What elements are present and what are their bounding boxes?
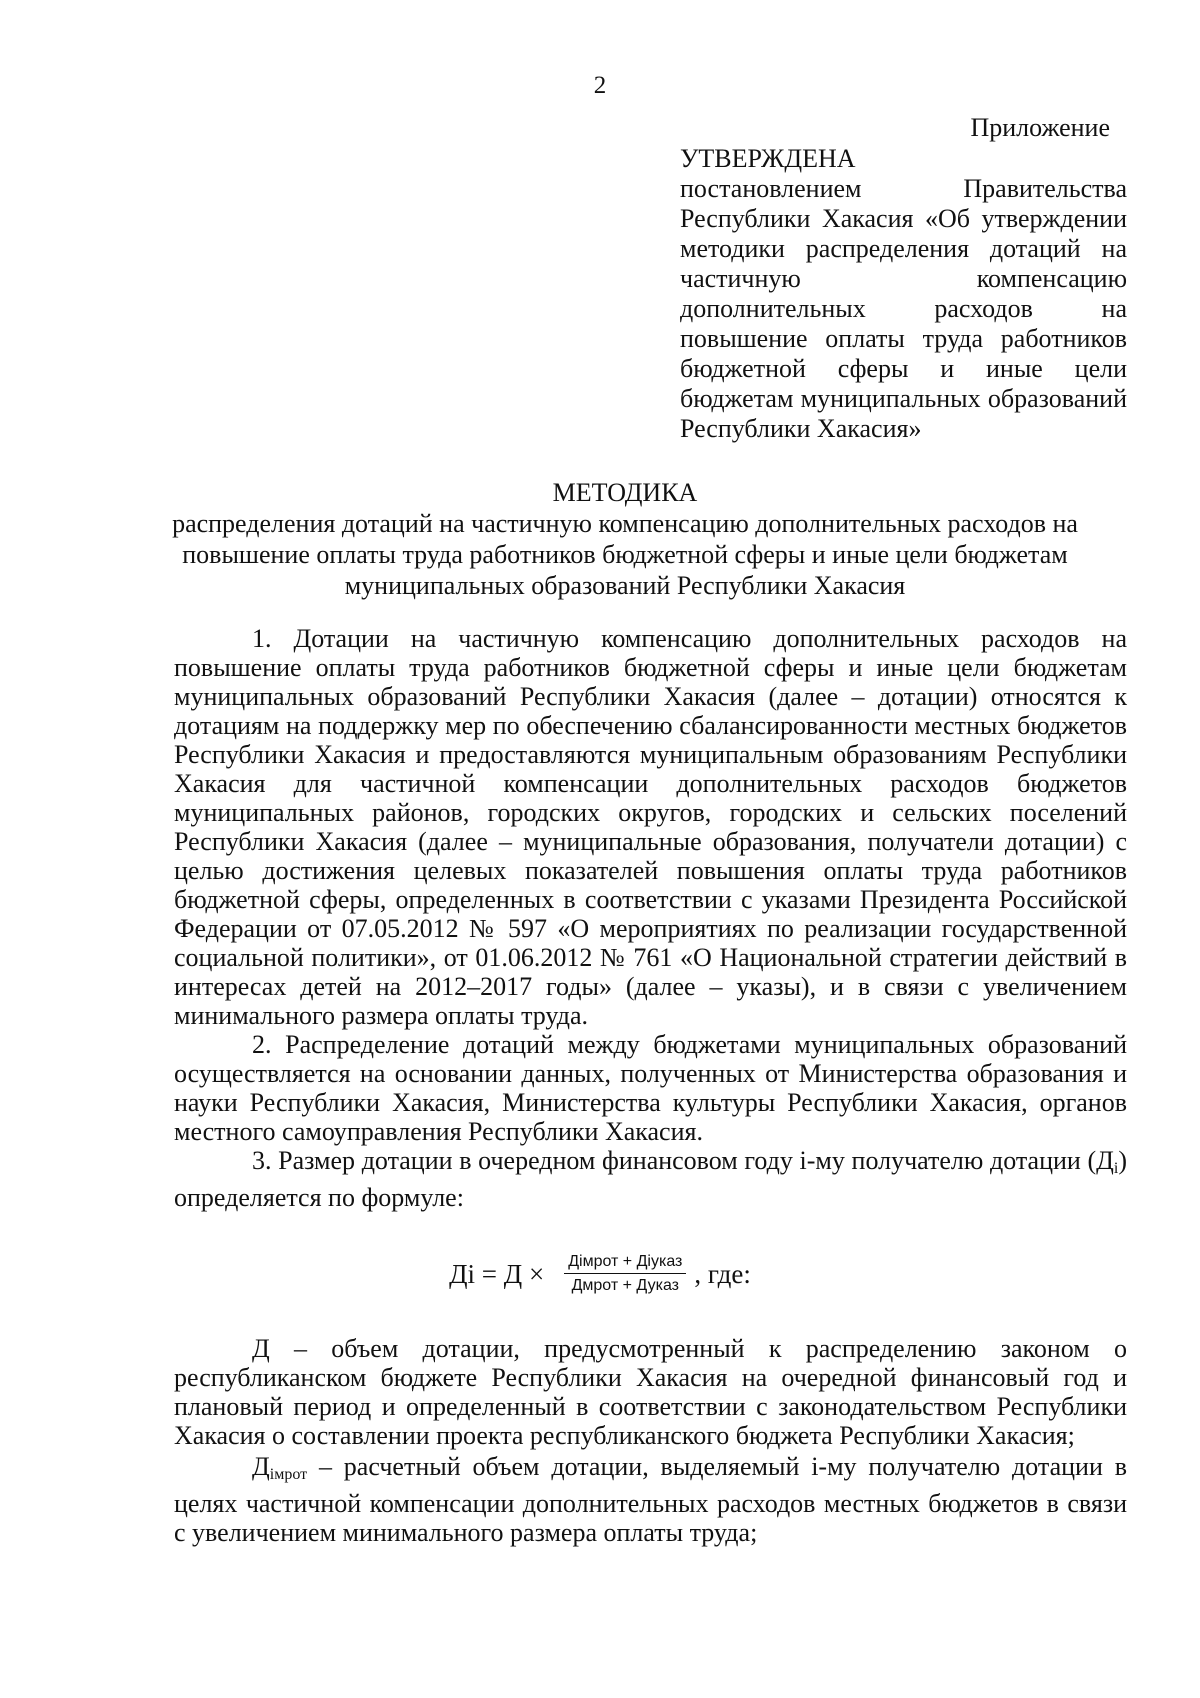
- appendix-label: Приложение: [970, 113, 1110, 142]
- paragraph-3-text-b: ) определяется по формуле:: [174, 1146, 1127, 1212]
- document-title-block: [130, 477, 1120, 601]
- formula-fraction: [564, 1253, 686, 1295]
- paragraph-3: [174, 1146, 1127, 1212]
- definition-dimrot: [174, 1452, 1127, 1547]
- formula-denominator: Дмрот + Дуказ: [571, 1277, 679, 1294]
- formula-lhs: Дi = Д ×: [449, 1258, 545, 1289]
- formula-tail: , где:: [694, 1258, 751, 1289]
- page-number: 2: [593, 72, 607, 99]
- document-subtitle: распределения дотаций на частичную компенсацию дополнительных расходов на повышение оплаты труда работников бюджетной сферы и иные цели бюджетам муниципальных образований Республики Хакасия: [172, 509, 1078, 600]
- definition-dimrot-symbol: Д: [252, 1452, 270, 1481]
- definition-dimrot-subscript: iмрот: [269, 1466, 308, 1483]
- formula: [0, 1253, 1200, 1295]
- approved-heading: УТВЕРЖДЕНА: [680, 144, 856, 173]
- paragraph-1: 1. Дотации на частичную компенсацию дополнительных расходов на повышение оплаты труда работников бюджетной сферы и иные цели бюджетам муниципальных образований Республики Хакасия (далее – дотации) относятся к дотациям на поддержку мер по обеспечению сбалансированности местных бюджетов Республики Хакасия и предоставляются муниципальным образованиям Республики Хакасия для частичной компенсации дополнительных расходов бюджетов муниципальных районов, городских округов, городских и сельских поселений Республики Хакасия (далее – муниципальные образования, получатели дотации) с целью достижения целевых показателей повышения оплаты труда работников бюджетной сферы, определенных в соответствии с указами Президента Российской Федерации от 07.05.2012 № 597 «О мероприятиях по реализации государственной социальной политики», от 01.06.2012 № 761 «О Национальной стратегии действий в интересах детей на 2012–2017 годы» (далее – указы), и в связи с увеличением минимального размера оплаты труда.: [174, 624, 1127, 1030]
- body-text: [174, 624, 1127, 1212]
- definitions: [174, 1334, 1127, 1549]
- document-title: МЕТОДИКА: [552, 478, 698, 507]
- paragraph-3-subscript: i: [1113, 1160, 1119, 1177]
- approval-text: постановлением Правительства Республики Хакасия «Об утверждении методики распределения дотаций на частичную компенсацию дополнительных расходов на повышение оплаты труда работников бюджетной сферы и иные цели бюджетам муниципальных образований Республики Хакасия»: [680, 174, 1127, 443]
- formula-numerator: Дiмрот + Дiуказ: [564, 1253, 686, 1274]
- paragraph-3-text-a: 3. Размер дотации в очередном финансовом году i-му получателю дотации (Д: [252, 1146, 1114, 1175]
- paragraph-2: 2. Распределение дотаций между бюджетами муниципальных образований осуществляется на основании данных, полученных от Министерства образования и науки Республики Хакасия, Министерства культуры Республики Хакасия, органов местного самоуправления Республики Хакасия.: [174, 1030, 1127, 1146]
- definition-d: Д – объем дотации, предусмотренный к распределению законом о республиканском бюджете Республики Хакасия на очередной финансовый год и плановый период и определенный в соответствии с законодательством Республики Хакасия о составлении проекта республиканского бюджета Республики Хакасия;: [174, 1334, 1127, 1450]
- approval-block: [680, 144, 1127, 444]
- definition-dimrot-text: – расчетный объем дотации, выделяемый i-му получателю дотации в целях частичной компенсации дополнительных расходов местных бюджетов в связи с увеличением минимального размера оплаты труда;: [174, 1452, 1127, 1547]
